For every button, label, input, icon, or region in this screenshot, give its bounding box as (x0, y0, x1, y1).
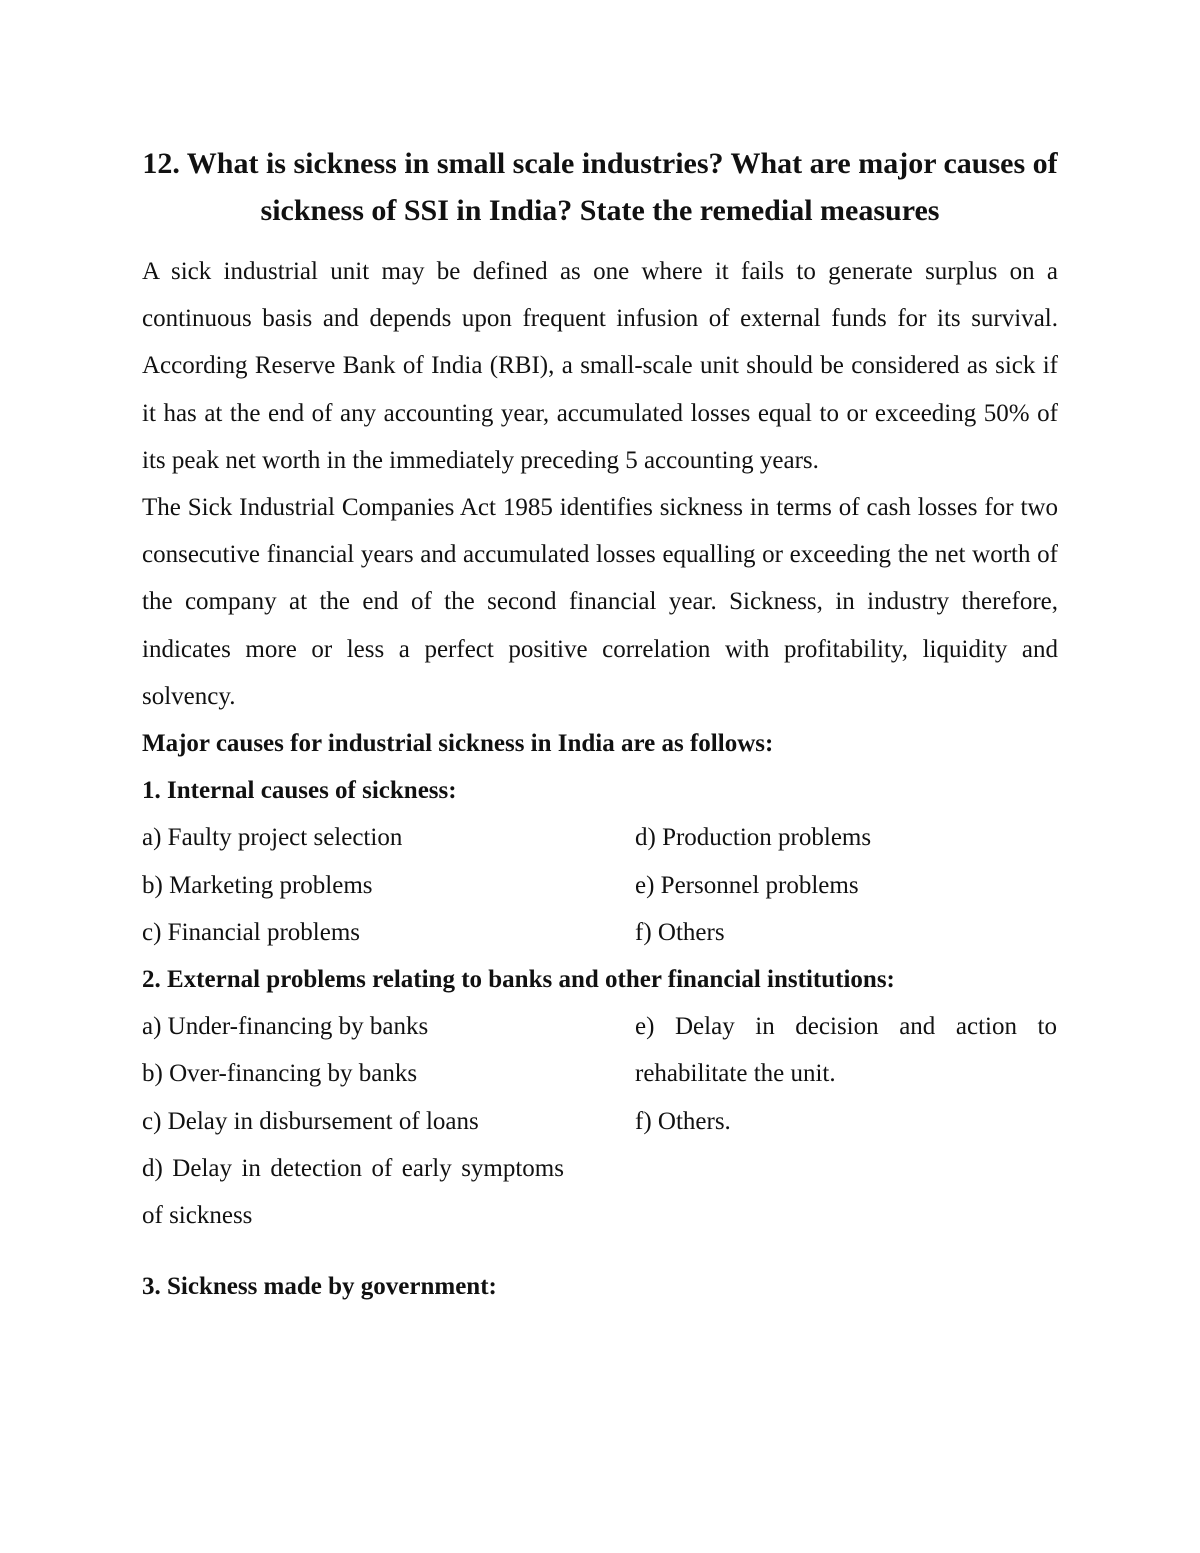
definition-paragraph: A sick industrial unit may be defined as one where it fails to generate surplus on a continuous basis and depends upon frequent infusion of external funds for its survival. According Reserve Bank of India (RBI), a small-scale unit should be considered as sick if it has at the end of any accounting year, accumulated losses equal to or exceeding 50% of its peak net worth in the immediately preceding 5 accounting years. (142, 258, 1058, 474)
section-1-heading: 1. Internal causes of sickness: (142, 777, 457, 805)
list-item: a) Faulty project selection (142, 824, 403, 852)
act-paragraph: The Sick Industrial Companies Act 1985 identifies sickness in terms of cash losses for two consecutive financial years and accumulated losses equalling or exceeding the net worth of the company at the end of the second financial year. Sickness, in industry therefore, indicates more or less a perfect positive correlation with profitability, liquidity and solvency. (142, 494, 1058, 710)
section-2-heading: 2. External problems relating to banks and other financial institutions: (142, 966, 895, 994)
section-2-left-column (142, 1003, 564, 1239)
list-item: f) Others. (635, 1107, 731, 1135)
causes-heading: Major causes for industrial sickness in India are as follows: (142, 730, 774, 758)
section-1-right-column (635, 814, 1057, 956)
list-item: b) Marketing problems (142, 871, 373, 899)
section-3-heading: 3. Sickness made by government: (142, 1273, 497, 1301)
section-1-left-column (142, 814, 564, 956)
list-item: a) Under-financing by banks (142, 1013, 429, 1041)
list-item: c) Delay in disbursement of loans (142, 1107, 479, 1135)
list-item: e) Personnel problems (635, 871, 859, 899)
document-page (142, 140, 1058, 1310)
list-item: e) Delay in decision and action to rehabilitate the unit. (635, 1013, 1057, 1088)
list-item: b) Over-financing by banks (142, 1060, 418, 1088)
list-item: d) Production problems (635, 824, 872, 852)
section-spacer (142, 1239, 1058, 1263)
section-2-list (142, 1003, 1058, 1239)
list-item: d) Delay in detection of early symptoms of sickness (142, 1154, 564, 1230)
list-item: f) Others (635, 918, 725, 946)
document-title: 12. What is sickness in small scale industries? What are major causes of sickness of SSI in India? State the remedial measures (142, 147, 1058, 227)
section-2-right-column (635, 1003, 1057, 1239)
list-item: c) Financial problems (142, 918, 360, 946)
section-1-list (142, 814, 1058, 956)
